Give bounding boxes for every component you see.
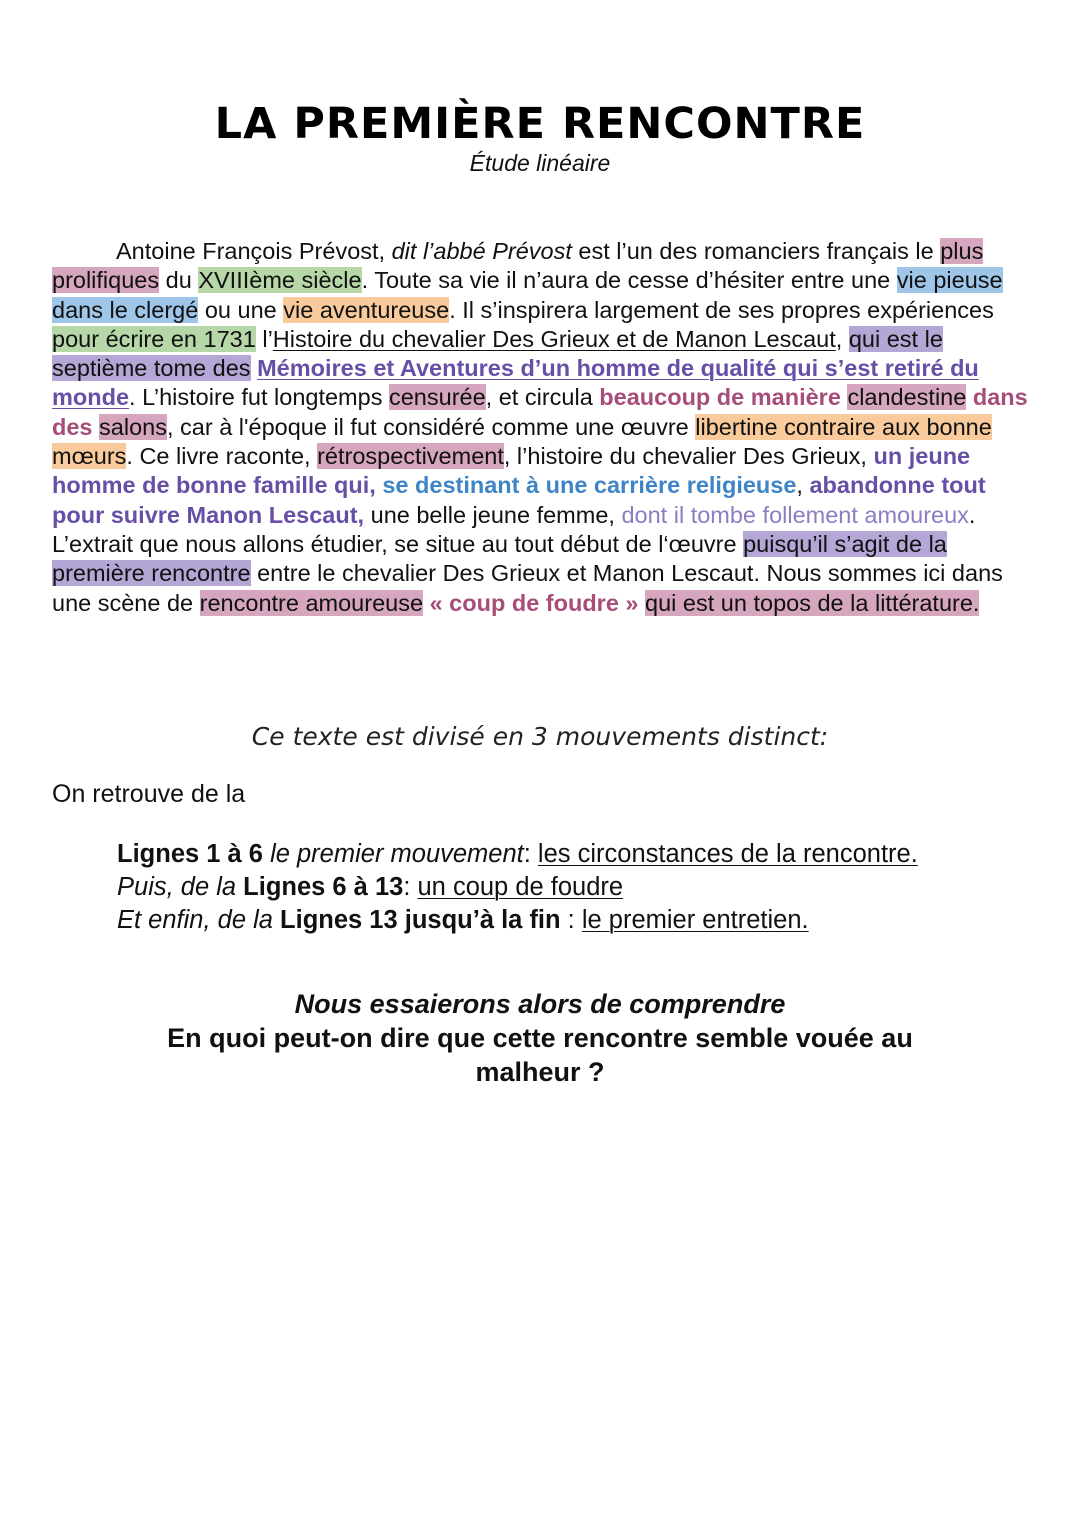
highlight-orange: libertine contraire aux bonne mœurs — [52, 413, 992, 470]
text-segment: : — [560, 906, 582, 934]
emphasis-magenta: dans des — [52, 384, 1028, 440]
text-segment: . L’extrait que nous allons étudier, se situe au tout début de l‘œuvre — [52, 501, 976, 557]
highlight-blue: vie pieuse dans le clergé — [52, 267, 1003, 323]
emphasis-magenta: beaucoup de manière — [599, 384, 841, 411]
highlight-green: XVIIIème siècle — [198, 267, 362, 294]
page-subtitle: Étude linéaire — [469, 150, 611, 176]
book-title: Histoire du chevalier Des Grieux et de Manon Lescaut — [272, 325, 836, 352]
highlight-pink: censurée — [388, 384, 486, 411]
movement-lines: Lignes 1 à 6 — [117, 840, 263, 868]
page-title: LA PREMIÈRE RENCONTRE — [214, 99, 866, 149]
text-segment: , et circula — [485, 384, 600, 411]
text-segment: . Ce livre raconte, — [126, 443, 318, 470]
highlight-purple: puisqu’il s’agit de la première rencontre — [52, 530, 947, 587]
problematique-question: En quoi peut-on dire que cette rencontre semble vouée au malheur ? — [167, 1023, 913, 1087]
highlight-purple: qui est le septième tome des — [52, 325, 943, 382]
introduction-paragraph — [52, 237, 1037, 618]
highlight-orange: vie aventureuse — [283, 296, 450, 323]
problematique — [0, 987, 1080, 1089]
highlight-pink: rétrospectivement — [317, 443, 504, 470]
emphasis-magenta: « coup de foudre » — [423, 589, 646, 616]
emphasis-lavender: dont il tombe follement amoureux — [621, 501, 969, 528]
text-segment: entre le chevalier Des Grieux et Manon Lescaut. Nous sommes ici dans une scène de — [52, 560, 1003, 616]
emphasis-violet: un jeune homme de bonne famille qui, — [52, 443, 971, 499]
text-segment: , — [835, 325, 849, 352]
problematique-lead: Nous essaierons alors de comprendre — [294, 989, 786, 1019]
text-segment: l’ — [255, 325, 273, 352]
movement-1 — [117, 838, 1037, 871]
memoires-title: Mémoires et Aventures d’un homme de qualité qui s’est retiré du monde — [52, 355, 979, 411]
movement-2 — [117, 871, 1037, 904]
emphasis-violet: abandonne tout pour suivre Manon Lescaut, — [52, 472, 986, 528]
text-segment: , — [796, 472, 810, 499]
highlight-pink: clandestine — [847, 384, 967, 411]
highlight-green: pour écrire en 1731 — [52, 325, 256, 352]
emphasis-blue: se destinant à une carrière religieuse — [382, 472, 797, 499]
movements-intro: Ce texte est divisé en 3 mouvements distinct: — [251, 722, 829, 751]
movement-theme: le premier entretien. — [581, 906, 809, 934]
text-segment: , car à l'époque il fut considéré comme une œuvre — [166, 413, 696, 440]
movement-label: le premier mouvement — [262, 840, 524, 868]
movements-list — [117, 838, 1037, 937]
highlight-pink: rencontre amoureuse — [199, 589, 424, 616]
text-segment: : — [523, 840, 538, 868]
text-segment: : — [403, 873, 418, 901]
text-segment: ou une — [198, 296, 284, 323]
movement-label: Puis, de la — [117, 873, 244, 901]
movement-3 — [117, 904, 1037, 937]
text-segment: . L’histoire fut longtemps — [129, 384, 389, 411]
text-segment: du — [159, 267, 199, 294]
movement-theme: les circonstances de la rencontre. — [537, 840, 918, 868]
text-segment: , l’histoire du chevalier Des Grieux, — [503, 443, 874, 470]
highlight-pink: plus prolifiques — [52, 238, 984, 294]
text-segment: . Il s’inspirera largement de ses propres expériences — [449, 296, 994, 323]
movement-label: Et enfin, de la — [117, 906, 281, 934]
movement-theme: un coup de foudre — [417, 873, 624, 901]
text-segment: est l’un des romanciers français le — [571, 238, 941, 264]
retrouve-text: On retrouve de la — [52, 780, 246, 808]
text-segment: . Toute sa vie il n’aura de cesse d’hésiter entre une — [361, 267, 897, 294]
highlight-pink: qui est un topos de la littérature. — [645, 589, 980, 616]
movement-lines: Lignes 13 jusqu’à la fin — [280, 906, 561, 934]
text-segment: dit l’abbé Prévost — [391, 238, 572, 264]
text-segment: Antoine François Prévost, — [116, 238, 392, 264]
highlight-pink: salons — [99, 413, 167, 440]
text-segment: une belle jeune femme, — [364, 501, 622, 528]
movement-lines: Lignes 6 à 13 — [243, 873, 404, 901]
